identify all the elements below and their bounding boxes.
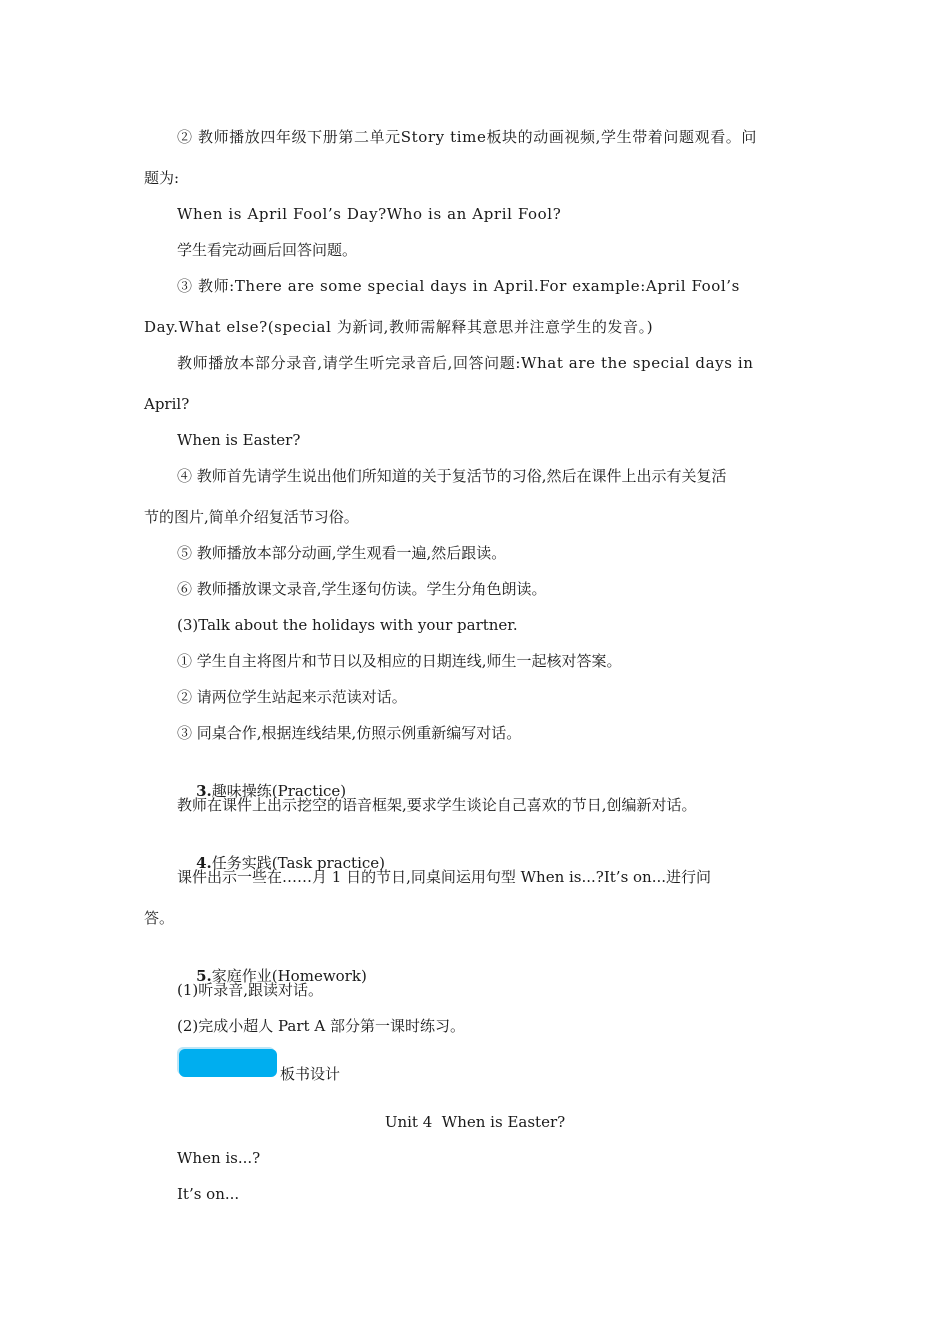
text-line: (2)完成小超人 Part A 部分第一课时练习。 <box>177 1017 465 1035</box>
text-line: When is April Fool’s Day?Who is an April Fool? <box>177 205 562 223</box>
text-line: ③ 教师:There are some special days in April.For example:April Fool’s <box>177 277 740 295</box>
text-line: ⑤ 教师播放本部分动画,学生观看一遍,然后跟读。 <box>177 544 507 562</box>
text-line: ① 学生自主将图片和节日以及相应的日期连线,师生一起核对答案。 <box>177 652 622 670</box>
text-line: ② 请两位学生站起来示范读对话。 <box>177 688 407 706</box>
section-number: 4. <box>196 854 212 872</box>
text-line: 教师播放本部分录音,请学生听完录音后,回答问题:What are the special days in <box>177 354 754 372</box>
board-line: It’s on... <box>177 1185 240 1203</box>
section-number: 3. <box>196 782 212 800</box>
board-design-label: 板书设计 <box>280 1065 341 1083</box>
text-line: ③ 同桌合作,根据连线结果,仿照示例重新编写对话。 <box>177 724 522 742</box>
text-line: ⑥ 教师播放课文录音,学生逐句仿读。学生分角色朗读。 <box>177 580 547 598</box>
section-title: 任务实践(Task practice) <box>211 854 386 872</box>
section-tag-badge <box>179 1049 277 1077</box>
text-line: April? <box>144 395 190 413</box>
text-line: When is Easter? <box>177 431 301 449</box>
text-line: ④ 教师首先请学生说出他们所知道的关于复活节的习俗,然后在课件上出示有关复活 <box>177 467 727 485</box>
text-line: 学生看完动画后回答问题。 <box>177 241 358 259</box>
text-line: 题为: <box>144 169 180 187</box>
text-line: (1)听录音,跟读对话。 <box>177 981 324 999</box>
text-line: (3)Talk about the holidays with your partner. <box>177 616 518 634</box>
text-line: 课件出示一些在……月 1 日的节日,同桌间运用句型 When is...?It’s on...进行问 <box>177 868 712 886</box>
text-line: 教师在课件上出示挖空的语音框架,要求学生谈论自己喜欢的节日,创编新对话。 <box>177 796 697 814</box>
section-title: 趣味操练(Practice) <box>211 782 347 800</box>
text-line: 答。 <box>144 909 175 927</box>
text-line: ② 教师播放四年级下册第二单元Story time板块的动画视频,学生带着问题观看。问 <box>177 128 758 146</box>
text-line: Day.What else?(special 为新词,教师需解释其意思并注意学生的发音。) <box>144 318 654 336</box>
section-number: 5. <box>196 967 212 985</box>
board-line: When is...? <box>177 1149 261 1167</box>
section-title: 家庭作业(Homework) <box>211 967 367 985</box>
text-line: 节的图片,简单介绍复活节习俗。 <box>144 508 359 526</box>
board-title: Unit 4 When is Easter? <box>384 1113 566 1131</box>
